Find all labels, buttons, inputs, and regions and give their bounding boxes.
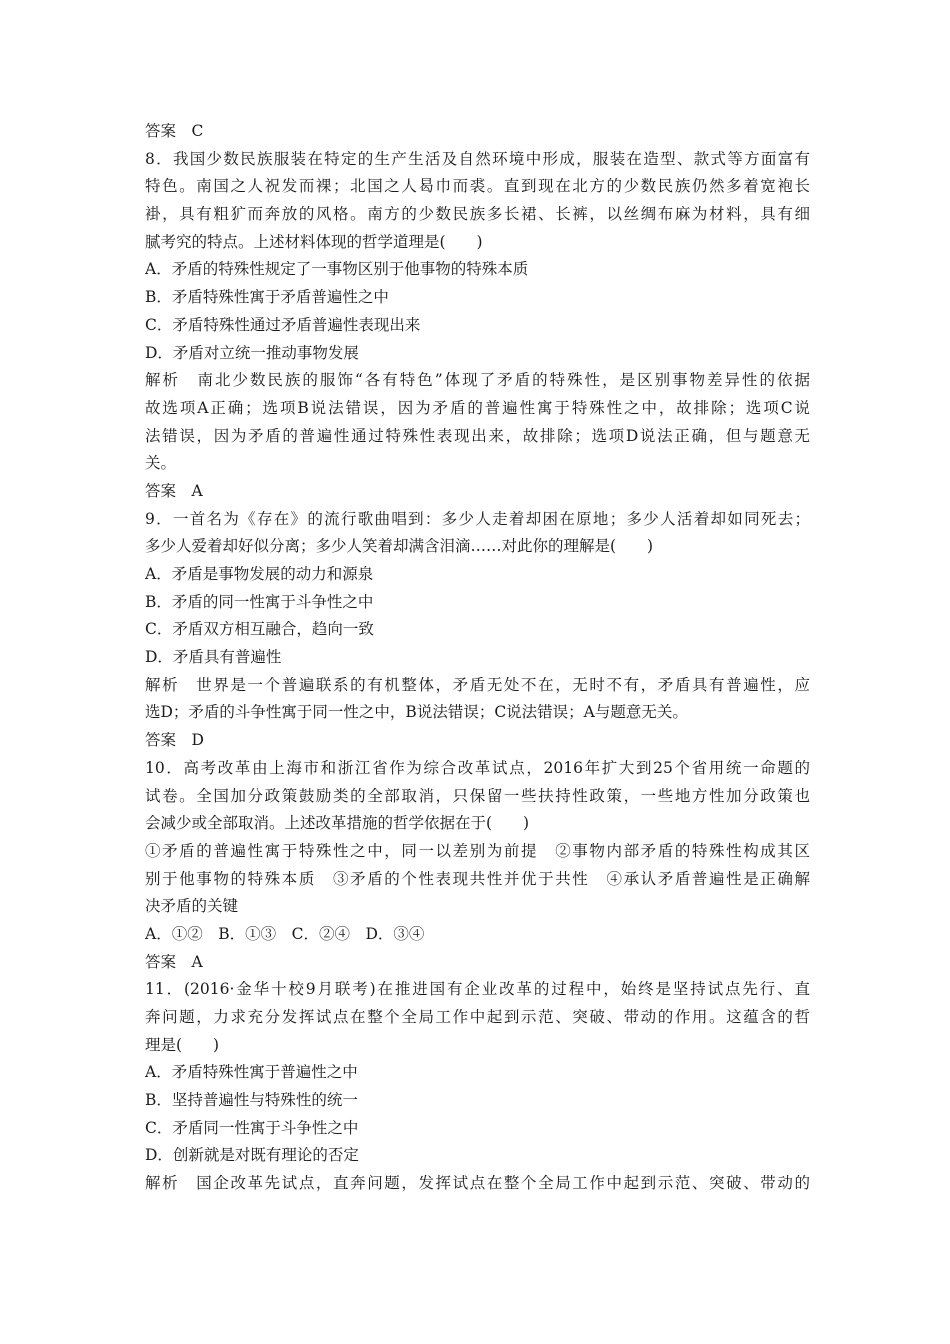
text-line: D．矛盾具有普遍性 bbox=[145, 648, 282, 667]
text-line: C．矛盾同一性寓于斗争性之中 bbox=[145, 1118, 359, 1137]
text-line: 选D；矛盾的斗争性寓于同一性之中，B说法错误；C说法错误；A与题意无关。 bbox=[145, 703, 688, 722]
text-line: D．创新就是对既有理论的否定 bbox=[145, 1146, 359, 1165]
text-line: A．矛盾的特殊性规定了一事物区别于他事物的特殊本质 bbox=[145, 260, 529, 279]
text-line: A．①② B．①③ C．②④ D．③④ bbox=[145, 924, 425, 943]
text-line: 褂，具有粗犷而奔放的风格。南方的少数民族多长裙、长裤，以丝绸布麻为材料，具有细 bbox=[145, 205, 810, 224]
document-body bbox=[145, 118, 810, 1198]
text-line: 试卷。全国加分政策鼓励类的全部取消，只保留一些扶持性政策，一些地方性加分政策也 bbox=[145, 786, 810, 805]
text-line: 腻考究的特点。上述材料体现的哲学道理是( ) bbox=[145, 232, 483, 251]
text-line: 会减少或全部取消。上述改革措施的哲学依据在于( ) bbox=[145, 814, 530, 833]
text-line: B．坚持普遍性与特殊性的统一 bbox=[145, 1091, 358, 1110]
text-line: 答案 D bbox=[145, 731, 204, 750]
text-line: 解析 世界是一个普遍联系的有机整体，矛盾无处不在，无时不有，矛盾具有普遍性，应 bbox=[145, 675, 810, 694]
text-line: 决矛盾的关键 bbox=[145, 897, 239, 916]
text-line: 特色。南国之人祝发而裸；北国之人曷巾而裘。直到现在北方的少数民族仍然多着宽袍长 bbox=[145, 177, 810, 196]
text-line: 故选项A正确；选项B说法错误，因为矛盾的普遍性寓于特殊性之中，故排除；选项C说 bbox=[145, 398, 810, 417]
text-line: B．矛盾的同一性寓于斗争性之中 bbox=[145, 592, 374, 611]
text-line: 答案 C bbox=[145, 122, 204, 140]
text-line: B．矛盾特殊性寓于矛盾普遍性之中 bbox=[145, 288, 389, 307]
text-line: 11．(2016·金华十校9月联考)在推进国有企业改革的过程中，始终是坚持试点先行、直 bbox=[145, 980, 810, 999]
text-line: C．矛盾特殊性通过矛盾普遍性表现出来 bbox=[145, 315, 421, 334]
text-line: 10．高考改革由上海市和浙江省作为综合改革试点，2016年扩大到25个省用统一命题的 bbox=[145, 758, 810, 777]
text-line: 法错误，因为矛盾的普遍性通过特殊性表现出来，故排除；选项D说法正确，但与题意无 bbox=[145, 426, 810, 445]
text-line: 关。 bbox=[145, 454, 177, 473]
text-line: 答案 A bbox=[145, 952, 203, 971]
text-line: 别于他事物的特殊本质 ③矛盾的个性表现共性并优于共性 ④承认矛盾普遍性是正确解 bbox=[145, 869, 810, 888]
text-line: C．矛盾双方相互融合，趋向一致 bbox=[145, 620, 374, 639]
text-line: 解析 国企改革先试点，直奔问题，发挥试点在整个全局工作中起到示范、突破、带动的 bbox=[145, 1174, 810, 1193]
text-line: 答案 A bbox=[145, 481, 203, 500]
text-line: 奔问题，力求充分发挥试点在整个全局工作中起到示范、突破、带动的作用。这蕴含的哲 bbox=[145, 1008, 810, 1026]
text-line: 解析 南北少数民族的服饰“各有特色”体现了矛盾的特殊性，是区别事物差异性的依据 bbox=[145, 371, 810, 390]
text-line: 9．一首名为《存在》的流行歌曲唱到：多少人走着却困在原地；多少人活着却如同死去； bbox=[145, 509, 810, 528]
text-line: 8．我国少数民族服装在特定的生产生活及自然环境中形成，服装在造型、款式等方面富有 bbox=[145, 149, 810, 168]
text-line: 多少人爱着却好似分离；多少人笑着却满含泪滴……对此你的理解是( ) bbox=[145, 537, 654, 556]
text-line: 理是( ) bbox=[145, 1035, 220, 1054]
text-line: A．矛盾是事物发展的动力和源泉 bbox=[145, 565, 374, 583]
text-line: D．矛盾对立统一推动事物发展 bbox=[145, 343, 359, 362]
text-line: A．矛盾特殊性寓于普遍性之中 bbox=[145, 1063, 358, 1082]
text-line: ①矛盾的普遍性寓于特殊性之中，同一以差别为前提 ②事物内部矛盾的特殊性构成其区 bbox=[145, 841, 810, 860]
